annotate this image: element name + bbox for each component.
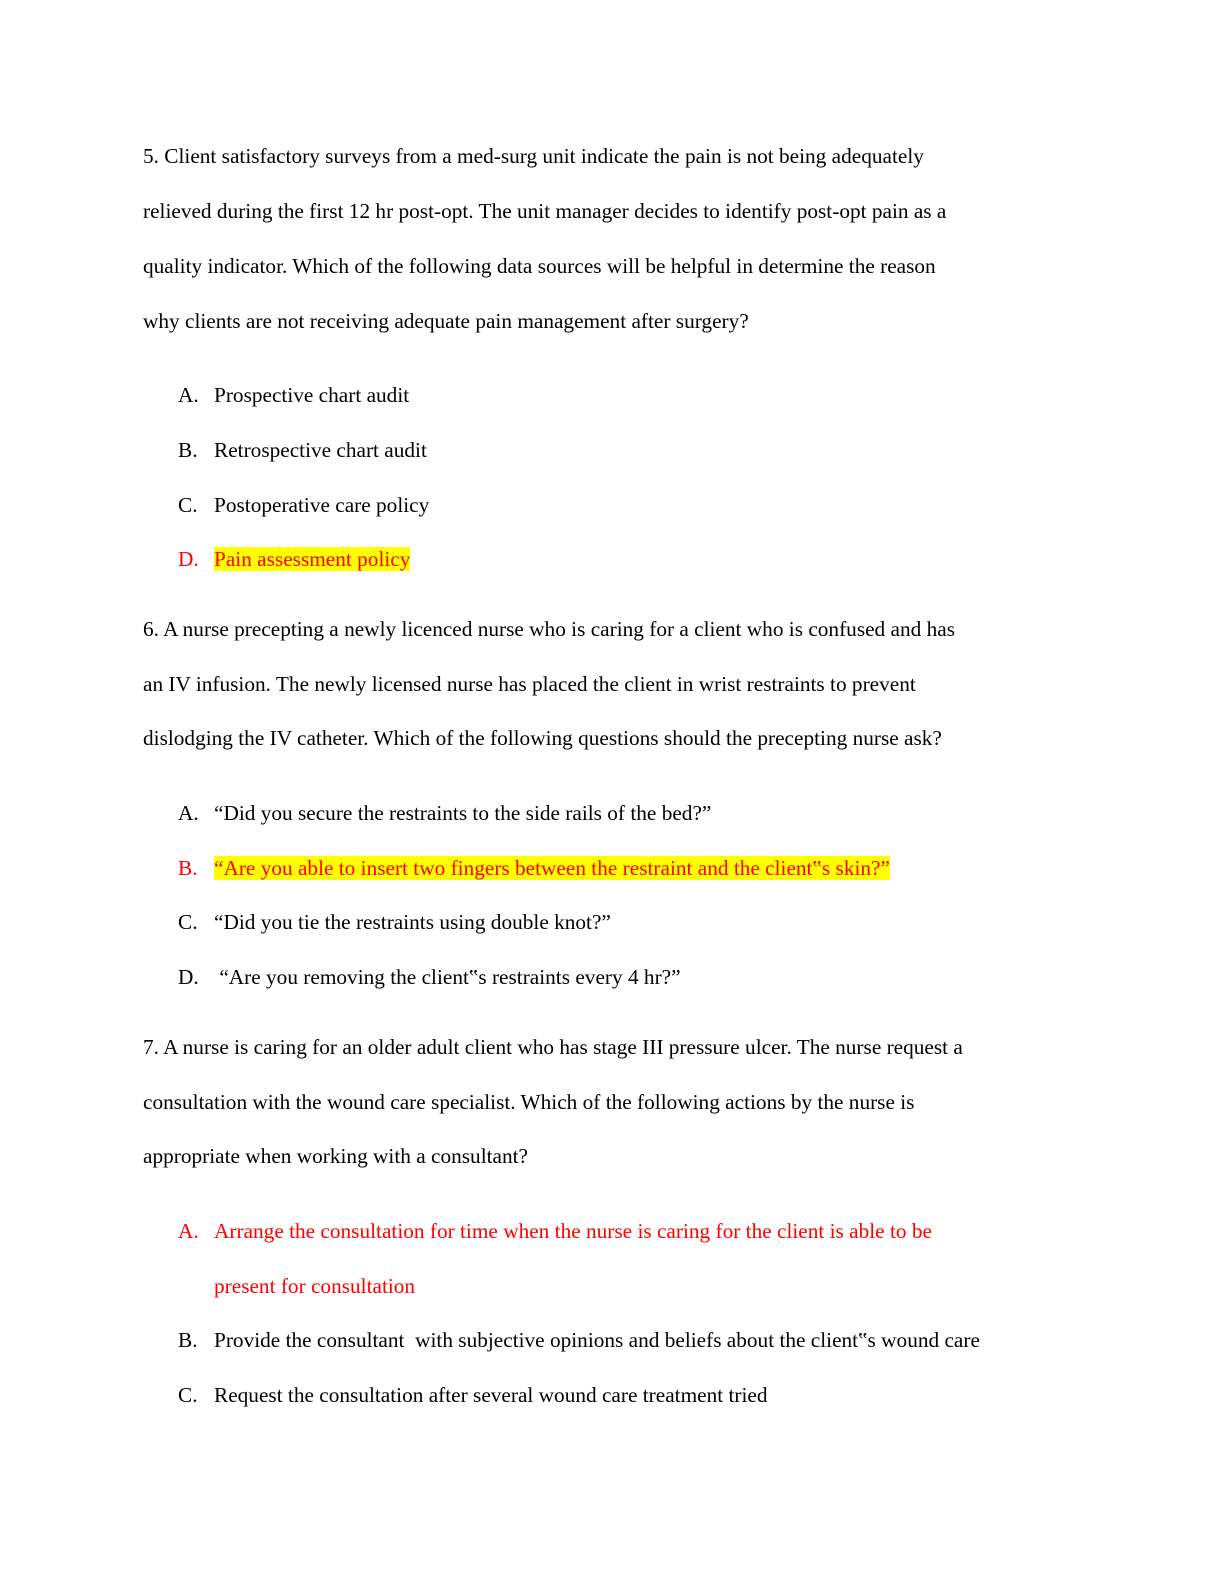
question-5-stem-line-3: quality indicator. Which of the following data sources will be helpful in determine the reason bbox=[143, 254, 936, 278]
question-7-option-a-continuation: present for consultation bbox=[214, 1274, 416, 1298]
option-letter: A. bbox=[178, 383, 199, 407]
option-letter: A. bbox=[178, 1219, 199, 1243]
question-5-option-d-correct-answer bbox=[178, 545, 410, 573]
question-5-stem-line-4: why clients are not receiving adequate pain management after surgery? bbox=[143, 309, 749, 333]
question-7-option-c bbox=[178, 1381, 768, 1409]
option-text: Retrospective chart audit bbox=[214, 438, 427, 462]
question-7-option-b bbox=[178, 1326, 980, 1354]
option-text: “Did you tie the restraints using double knot?” bbox=[214, 910, 611, 934]
question-5-stem-line-1: 5. Client satisfactory surveys from a med-surg unit indicate the pain is not being adequately bbox=[143, 144, 924, 168]
question-7-stem-line-3: appropriate when working with a consultant? bbox=[143, 1144, 529, 1168]
option-letter: A. bbox=[178, 801, 199, 825]
option-letter: B. bbox=[178, 438, 198, 462]
option-letter: C. bbox=[178, 493, 198, 517]
question-7-option-a-correct-answer bbox=[178, 1217, 932, 1245]
question-6-stem-line-1: 6. A nurse precepting a newly licenced nurse who is caring for a client who is confused and has bbox=[143, 617, 955, 641]
question-6-option-c bbox=[178, 908, 611, 936]
question-7-stem-line-2: consultation with the wound care specialist. Which of the following actions by the nurse is bbox=[143, 1090, 915, 1114]
option-letter: C. bbox=[178, 1383, 198, 1407]
question-6-stem-line-3: dislodging the IV catheter. Which of the following questions should the precepting nurse ask? bbox=[143, 726, 942, 750]
option-text: “Did you secure the restraints to the side rails of the bed?” bbox=[214, 801, 712, 825]
question-5-option-b bbox=[178, 436, 427, 464]
question-6-option-b-correct-answer bbox=[178, 854, 890, 882]
option-text: Prospective chart audit bbox=[214, 383, 410, 407]
question-6-option-d bbox=[178, 963, 681, 991]
highlighted-answer-text: “Are you able to insert two fingers between the restraint and the client‟s skin?” bbox=[214, 856, 890, 880]
question-6-stem-line-2: an IV infusion. The newly licensed nurse has placed the client in wrist restraints to prevent bbox=[143, 672, 916, 696]
question-7-stem-line-1: 7. A nurse is caring for an older adult client who has stage III pressure ulcer. The nurse request a bbox=[143, 1035, 963, 1059]
option-letter: D. bbox=[178, 965, 199, 989]
option-text: Postoperative care policy bbox=[214, 493, 430, 517]
option-text: Arrange the consultation for time when the nurse is caring for the client is able to be bbox=[214, 1219, 932, 1243]
option-letter: D. bbox=[178, 547, 199, 571]
option-letter: B. bbox=[178, 1328, 198, 1352]
option-text: Provide the consultant with subjective opinions and beliefs about the client‟s wound care bbox=[214, 1328, 980, 1352]
question-6-option-a bbox=[178, 799, 711, 827]
option-letter: C. bbox=[178, 910, 198, 934]
question-5-option-c bbox=[178, 491, 429, 519]
question-5-stem-line-2: relieved during the first 12 hr post-opt. The unit manager decides to identify post-opt pain as a bbox=[143, 199, 947, 223]
option-letter: B. bbox=[178, 856, 198, 880]
option-text: “Are you removing the client‟s restraints every 4 hr?” bbox=[214, 965, 681, 989]
highlighted-answer-text: Pain assessment policy bbox=[214, 547, 411, 571]
option-text: Request the consultation after several wound care treatment tried bbox=[214, 1383, 768, 1407]
question-5-option-a bbox=[178, 381, 409, 409]
